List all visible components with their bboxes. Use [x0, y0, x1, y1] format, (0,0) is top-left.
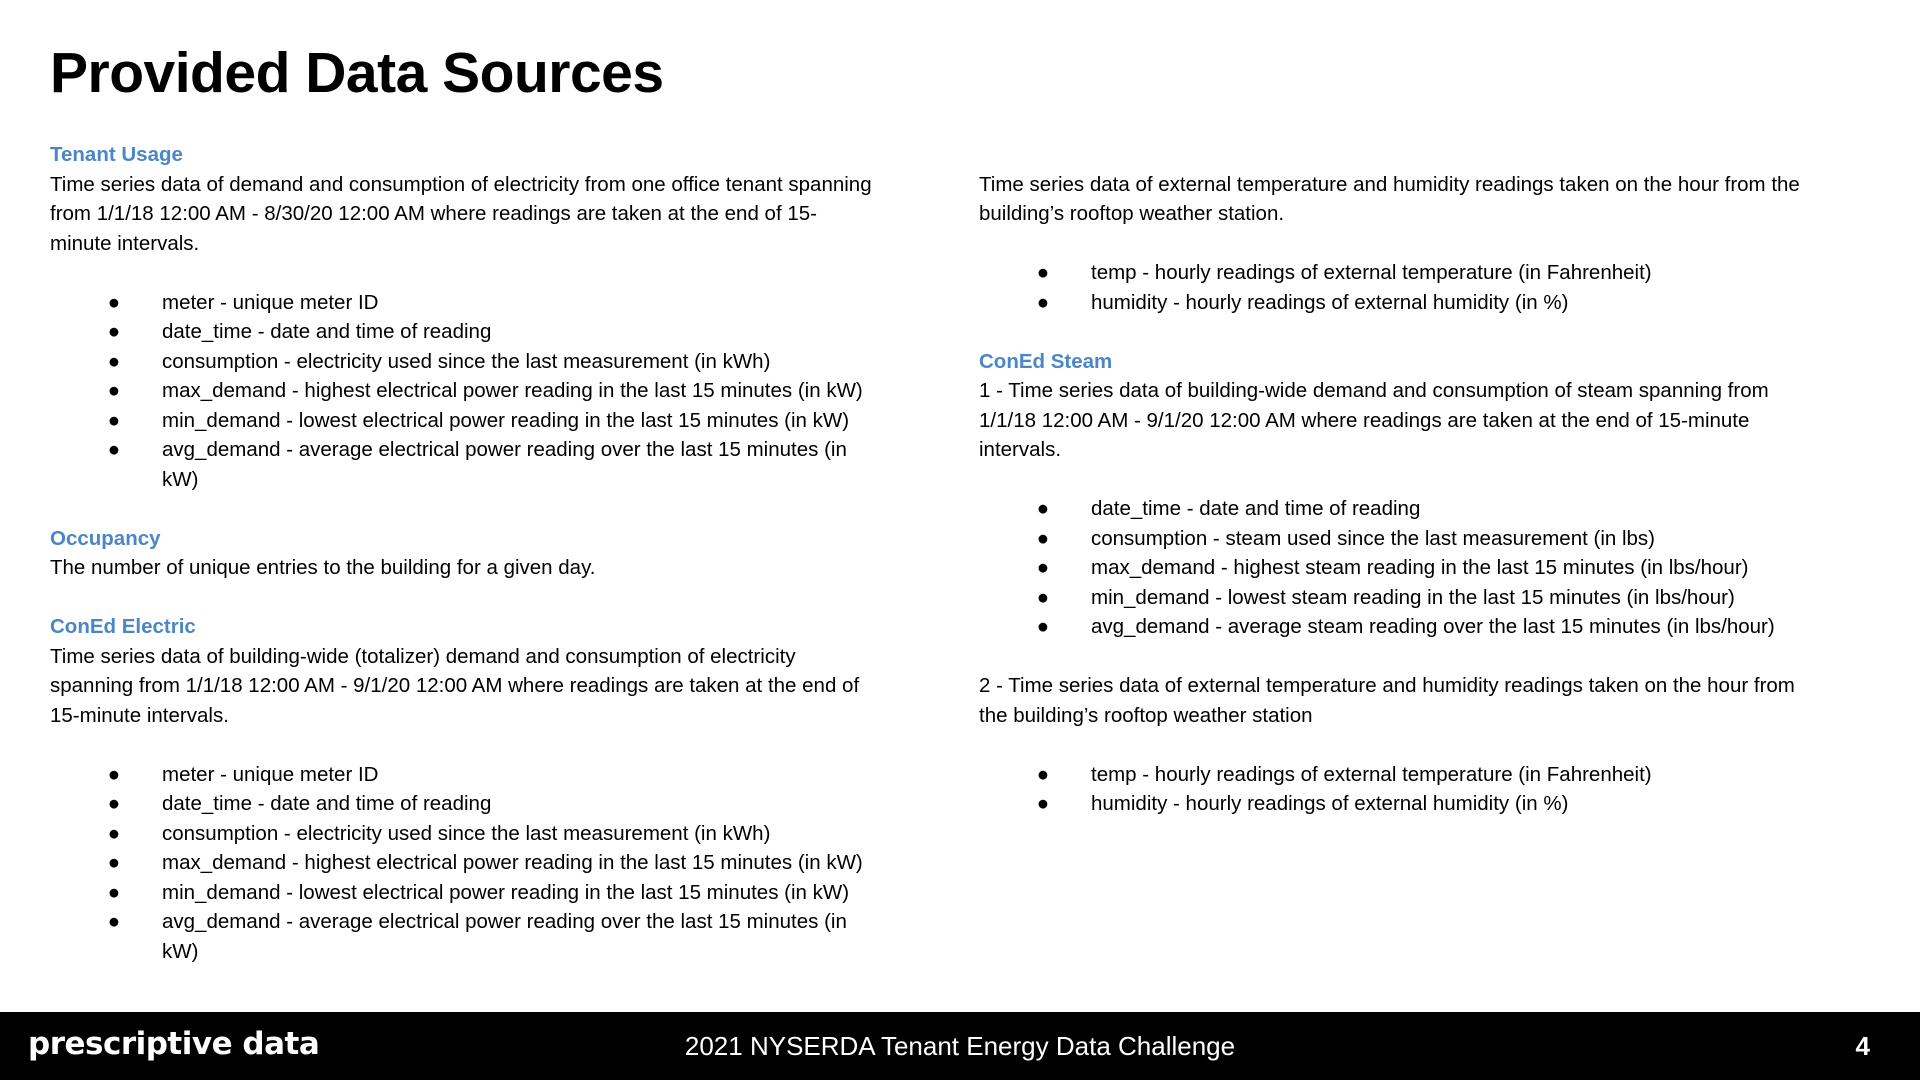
field-list: [979, 258, 1859, 317]
field-list-2: [979, 760, 1859, 819]
item-text: consumption - electricity used since the last measurement (in kWh): [162, 821, 771, 845]
list-item: [50, 848, 920, 878]
bullet-icon: ●: [107, 290, 121, 314]
field-list: [50, 288, 920, 495]
bullet-icon: ●: [107, 792, 121, 815]
list-item: [979, 583, 1859, 613]
bullet-icon: ●: [1036, 585, 1050, 609]
list-item: [979, 258, 1859, 288]
bullet-icon: ●: [1036, 290, 1050, 314]
page-title: Provided Data Sources: [50, 41, 664, 105]
text-line: The number of unique entries to the building for a given day.: [50, 556, 596, 579]
text-line: the building’s rooftop weather station: [979, 703, 1313, 727]
list-item: [979, 789, 1859, 819]
item-text-cont: kW): [162, 467, 199, 491]
bullet-icon: ●: [1036, 792, 1050, 815]
text-line: spanning from 1/1/18 12:00 AM - 9/1/20 12:00 AM where readings are taken at the end of: [50, 674, 860, 697]
list-item: [50, 376, 920, 406]
section-heading: ConEd Steam: [979, 349, 1113, 373]
text-line: 1/1/18 12:00 AM - 9/1/20 12:00 AM where readings are taken at the end of 15-minute: [979, 408, 1750, 432]
item-text: temp - hourly readings of external temperature (in Fahrenheit): [1091, 261, 1652, 284]
section-heading: Tenant Usage: [50, 143, 183, 166]
bullet-icon: ●: [1036, 556, 1050, 579]
text-line: minute intervals.: [50, 231, 200, 255]
section-tenant-usage: [50, 140, 920, 494]
text-line: from 1/1/18 12:00 AM - 8/30/20 12:00 AM where readings are taken at the end of 15-: [50, 202, 817, 225]
text-line: 15-minute intervals.: [50, 703, 229, 727]
right-column: [979, 140, 1859, 819]
section-description-2: [979, 671, 1859, 730]
list-item: [50, 347, 920, 377]
list-item: [50, 288, 920, 318]
list-item: [979, 553, 1859, 583]
item-text: meter - unique meter ID: [162, 290, 379, 314]
section-description: [979, 170, 1859, 229]
section-description: [979, 376, 1859, 465]
section-heading: Occupancy: [50, 526, 161, 550]
item-text: date_time - date and time of reading: [1091, 497, 1421, 520]
list-item: [50, 317, 920, 347]
item-text: min_demand - lowest electrical power reading in the last 15 minutes (in kW): [162, 408, 850, 432]
bullet-icon: ●: [107, 762, 121, 786]
section-coned-steam: [979, 347, 1859, 819]
item-text: humidity - hourly readings of external humidity (in %): [1091, 792, 1569, 815]
bullet-icon: ●: [107, 910, 121, 933]
item-text: date_time - date and time of reading: [162, 320, 492, 343]
bullet-icon: ●: [1036, 615, 1050, 638]
item-text: min_demand - lowest steam reading in the last 15 minutes (in lbs/hour): [1091, 585, 1735, 609]
item-text: humidity - hourly readings of external humidity (in %): [1091, 290, 1569, 314]
bullet-icon: ●: [1036, 762, 1050, 786]
left-column: [50, 140, 920, 966]
list-item: [50, 435, 920, 494]
brand-logo: prescriptive data: [28, 1026, 320, 1062]
footer-bar: [0, 1012, 1920, 1080]
field-list: [979, 494, 1859, 642]
section-coned-electric: [50, 612, 920, 966]
section-description: [50, 642, 920, 731]
list-item: [979, 524, 1859, 554]
text-line: 2 - Time series data of external temperature and humidity readings taken on the hour from: [979, 674, 1795, 697]
item-text: avg_demand - average electrical power reading over the last 15 minutes (in: [162, 910, 847, 933]
item-text: date_time - date and time of reading: [162, 792, 492, 815]
item-text: max_demand - highest steam reading in the last 15 minutes (in lbs/hour): [1091, 556, 1749, 579]
list-item: [979, 288, 1859, 318]
item-text: avg_demand - average electrical power reading over the last 15 minutes (in: [162, 438, 847, 461]
list-item: [979, 612, 1859, 642]
bullet-icon: ●: [107, 851, 121, 874]
bullet-icon: ●: [1036, 497, 1050, 520]
item-text: consumption - steam used since the last measurement (in lbs): [1091, 526, 1656, 550]
bullet-icon: ●: [107, 821, 121, 845]
text-line: Time series data of external temperature and humidity readings taken on the hour from the: [979, 172, 1800, 196]
text-line: 1 - Time series data of building-wide demand and consumption of steam spanning from: [979, 379, 1769, 402]
bullet-icon: ●: [107, 320, 121, 343]
item-text: max_demand - highest electrical power reading in the last 15 minutes (in kW): [162, 851, 863, 874]
bullet-icon: ●: [107, 880, 121, 904]
list-item: [50, 760, 920, 790]
item-text: meter - unique meter ID: [162, 762, 379, 786]
section-heading: ConEd Electric: [50, 615, 196, 638]
bullet-icon: ●: [107, 379, 121, 402]
bullet-icon: ●: [107, 349, 121, 373]
item-text: min_demand - lowest electrical power reading in the last 15 minutes (in kW): [162, 880, 850, 904]
section-weather: [979, 140, 1859, 317]
field-list: [50, 760, 920, 967]
list-item: [50, 789, 920, 819]
item-text: max_demand - highest electrical power reading in the last 15 minutes (in kW): [162, 379, 863, 402]
item-text-cont: kW): [162, 939, 199, 963]
text-line: intervals.: [979, 438, 1062, 461]
list-item: [50, 819, 920, 849]
item-text: consumption - electricity used since the last measurement (in kWh): [162, 349, 771, 373]
bullet-icon: ●: [1036, 526, 1050, 550]
bullet-icon: ●: [107, 408, 121, 432]
list-item: [50, 406, 920, 436]
section-description: [50, 553, 920, 583]
list-item: [979, 494, 1859, 524]
text-line: Time series data of building-wide (totalizer) demand and consumption of electricity: [50, 644, 796, 668]
text-line: Time series data of demand and consumption of electricity from one office tenant spanning: [50, 172, 872, 196]
list-item: [979, 760, 1859, 790]
bullet-icon: ●: [107, 438, 121, 461]
item-text: temp - hourly readings of external temperature (in Fahrenheit): [1091, 762, 1652, 786]
bullet-icon: ●: [1036, 261, 1050, 284]
section-description: [50, 170, 920, 259]
item-text: avg_demand - average steam reading over the last 15 minutes (in lbs/hour): [1091, 615, 1775, 638]
text-line: building’s rooftop weather station.: [979, 202, 1285, 225]
section-occupancy: [50, 524, 920, 583]
footer-title: 2021 NYSERDA Tenant Energy Data Challenge: [684, 1031, 1236, 1061]
list-item: [50, 878, 920, 908]
list-item: [50, 907, 920, 966]
page-number: 4: [1855, 1031, 1870, 1061]
